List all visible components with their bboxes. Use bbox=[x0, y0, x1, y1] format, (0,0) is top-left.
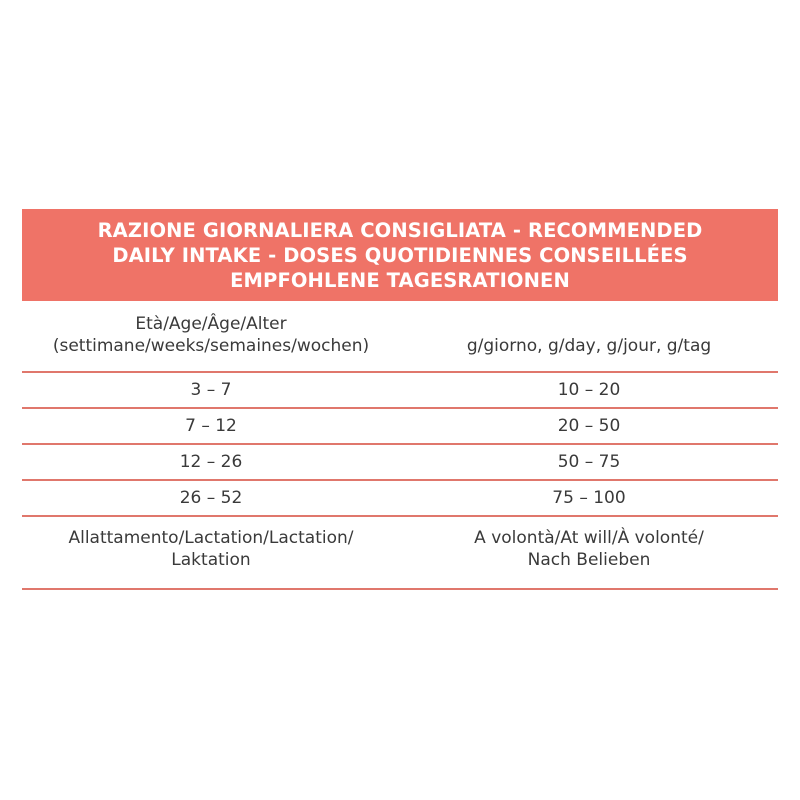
table-title bbox=[22, 218, 778, 293]
amount-cell: 75 – 100 bbox=[552, 488, 626, 508]
age-line: Allattamento/Lactation/Lactation/ bbox=[68, 528, 354, 548]
column-header-row bbox=[22, 301, 778, 373]
age-cell: 3 – 7 bbox=[190, 380, 232, 400]
column-header-line: (settimane/weeks/semaines/wochen) bbox=[52, 336, 370, 356]
title-line: DAILY INTAKE - DOSES QUOTIDIENNES CONSEILLÉES bbox=[112, 243, 688, 267]
age-cell bbox=[22, 517, 400, 588]
table-row-lactation bbox=[22, 517, 778, 590]
age-cell: 26 – 52 bbox=[179, 488, 243, 508]
column-header-line: g/giorno, g/day, g/jour, g/tag bbox=[466, 336, 712, 356]
amount-cell: 50 – 75 bbox=[557, 452, 621, 472]
title-line: EMPFOHLENE TAGESRATIONEN bbox=[230, 268, 570, 292]
table-row bbox=[22, 409, 778, 445]
table-row bbox=[22, 481, 778, 517]
column-header-amount bbox=[400, 301, 778, 371]
daily-intake-table bbox=[22, 209, 778, 590]
amount-cell: 10 – 20 bbox=[557, 380, 621, 400]
age-cell: 7 – 12 bbox=[185, 416, 237, 436]
amount-cell bbox=[400, 517, 778, 588]
amount-line: Nach Belieben bbox=[527, 550, 651, 570]
column-header-age bbox=[22, 301, 400, 371]
column-header-line: Età/Age/Âge/Alter bbox=[135, 314, 287, 334]
age-cell: 12 – 26 bbox=[179, 452, 243, 472]
age-line: Laktation bbox=[171, 550, 251, 570]
table-header bbox=[22, 209, 778, 301]
title-line: RAZIONE GIORNALIERA CONSIGLIATA - RECOMMENDED bbox=[97, 218, 703, 242]
table-row bbox=[22, 373, 778, 409]
table-row bbox=[22, 445, 778, 481]
amount-cell: 20 – 50 bbox=[557, 416, 621, 436]
amount-line: A volontà/At will/À volonté/ bbox=[474, 528, 704, 548]
